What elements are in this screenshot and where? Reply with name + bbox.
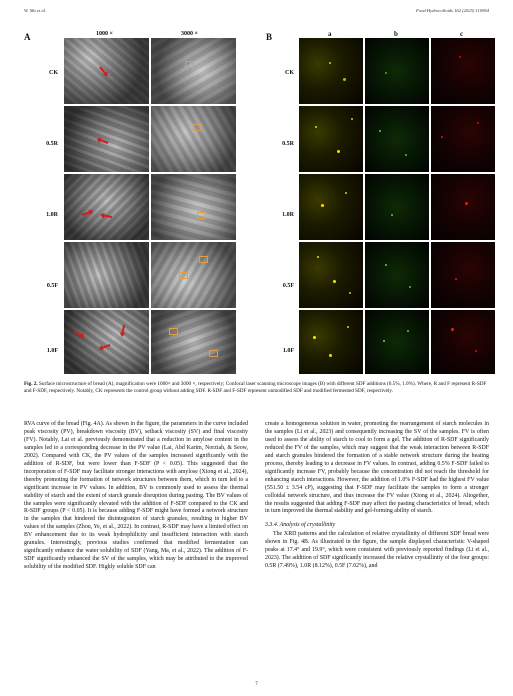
clsm-image-05f-c [431, 242, 495, 308]
body-left-column [24, 421, 248, 572]
sem-image-10f-3000x [151, 310, 236, 374]
sem-image-ck-3000x [151, 38, 236, 104]
left-paragraph: RVA curve of the bread (Fig. 4A). As shown in the figure, the parameters in the curve included peak viscosity (PV), breakdown viscosity (BV), setback viscosity (SV) and final viscosity (FV). Notably, Lai et al. previously demonstrated that a reduction in amylose content in the samples led to a corresponding decrease in the PV value (Lai, Abd Karim, Norziah, & Seow, 2002). Compared with CK, the PV values of the samples increased significantly with the addition of R-SDF, but were lower than F-SDF (P < 0.05). This suggested that the incorporation of F-SDF may facilitate stronger interactions with amylose (Xiong et al., 2024), thereby promoting the formation of network structures between them, which in turn led to a significant increase in PV values. In addition, BV is commonly used to assess the thermal stability of starch and the extent of starch granule disruption during pasting. The BV values of the samples were significantly elevated with the addition of F-SDF compared to the CK and R-SDF groups (P < 0.05). It is because adding F-SDF might have formed a network structure in the samples that hindered the disintegration of starch granules, resulting in higher BV values of the samples (Zhou, Ye, et al., 2022). In contrast, R-SDF may have a limited effect on BV enhancement due to its weak hydrophilicity and insufficient interaction with starch granules. Interestingly, previous studies confirmed that modified fermentation can significantly enhance the water solubility of SDF (Yang, Ma, et al., 2022). The addition of F-SDF significantly enhanced the SV of the samples, which may be attributed to the improved solubility of the modified SDF. Highly soluble SDF can [24, 421, 248, 571]
clsm-image-05r-b [365, 106, 429, 172]
clsm-col-a: a [328, 30, 332, 38]
header-authors: W. Ma et al. [24, 8, 47, 13]
row-label-a-10r: 1.0R [46, 212, 58, 218]
clsm-image-05r-c [431, 106, 495, 172]
sem-image-grid [64, 38, 236, 374]
row-label-a-ck: CK [49, 70, 58, 76]
page-header [24, 8, 489, 18]
sem-image-05r-3000x [151, 106, 236, 172]
clsm-image-05r-a [299, 106, 363, 172]
row-label-b-05f: 0.5F [282, 283, 294, 289]
sem-image-05f-1000x [64, 242, 149, 308]
figure-caption [24, 381, 490, 395]
section-heading-crystallinity: 3.3.4. Analysis of crystallinity [265, 522, 336, 529]
header-journal: Food Hydrocolloids 162 (2025) 110964 [416, 8, 489, 13]
clsm-col-c: c [460, 30, 464, 38]
clsm-image-10f-a [299, 310, 363, 374]
page-number: 7 [255, 682, 258, 687]
sem-image-10f-1000x [64, 310, 149, 374]
sem-image-10r-3000x [151, 174, 236, 240]
clsm-image-05f-b [365, 242, 429, 308]
clsm-image-ck-a [299, 38, 363, 104]
right-paragraph-2: The XRD patterns and the calculation of relative crystallinity of different SDF bread were shown in Fig. 4B. As illustrated in the figure, the sample displayed characteristic V-shaped peaks at 17.4° and 19.9°, which were consistent with previously reported findings (Li et al., 2023). The addition of SDF significantly increased the relative crystallinity of the four groups: 0.5R (7.49%), 1.0R (8.12%), 0.5F (7.02%), and [265, 531, 489, 570]
panel-a-label: A [24, 32, 31, 42]
caption-label: Fig. 2. [24, 381, 38, 387]
clsm-image-10r-b [365, 174, 429, 240]
right-paragraph-1: create a homogeneous solution in water, promoting the rearrangement of starch molecules in the samples (Li et al., 2023) and consequently increasing the SV of the samples. FV is often used to assess the ability of starch to cool to form a gel. The addition of R-SDF significantly reduced the FV of the samples, which may suggest that the weak interaction between R-SDF and starch granules hindered the formation of a stable network structure during the heating process, thereby leading to a decrease in FV values. In contrast, adding 0.5% F-SDF failed to significantly increase FV, probably because the concentration did not reach the threshold for enhancing starch interactions. However, the addition of 1.0% F-SDF had the highest FV value (551.50 ± 3.54 cP), suggesting that F-SDF may facilitate the samples to form a stronger colloidal network structure, and thus increase the FV value (Xiong et al., 2024). Altogether, the results suggested that adding F-SDF may affect the pasting characteristics of bread, which in turn improved the thermal stability and gel-forming ability of starch. [265, 421, 489, 515]
row-label-a-05r: 0.5R [46, 141, 58, 147]
sem-col-3000x: 3000 × [181, 31, 198, 37]
clsm-image-ck-c [431, 38, 495, 104]
sem-image-10r-1000x [64, 174, 149, 240]
row-label-a-10f: 1.0F [46, 348, 58, 354]
clsm-image-10r-c [431, 174, 495, 240]
clsm-image-ck-b [365, 38, 429, 104]
row-label-b-05r: 0.5R [282, 141, 294, 147]
clsm-image-10f-c [431, 310, 495, 374]
sem-col-1000x: 1000 × [96, 31, 113, 37]
sem-image-05f-3000x [151, 242, 236, 308]
clsm-col-b: b [394, 30, 398, 38]
clsm-image-05f-a [299, 242, 363, 308]
body-right-column [265, 421, 489, 571]
clsm-image-10r-a [299, 174, 363, 240]
clsm-image-grid [299, 38, 495, 374]
row-label-b-ck: CK [285, 70, 294, 76]
row-label-b-10r: 1.0R [282, 212, 294, 218]
panel-b-label: B [266, 32, 273, 42]
sem-image-ck-1000x [64, 38, 149, 104]
clsm-image-10f-b [365, 310, 429, 374]
caption-text: Surface microstructure of bread (A), magnification were 1000× and 3000 ×, respectively; Confocal laser scanning microscope images (B) with different SDF additions (0.5%, 1.0%). Where, R and F represent R-SDF and F-SDF, respectively. Notably, CK represents the control group without adding SDF. R-SDF and F-SDF represent unmodified SDF and modified fermented SDF, respectively. [24, 381, 487, 394]
sem-image-05r-1000x [64, 106, 149, 172]
row-label-a-05f: 0.5F [46, 283, 58, 289]
row-label-b-10f: 1.0F [282, 348, 294, 354]
